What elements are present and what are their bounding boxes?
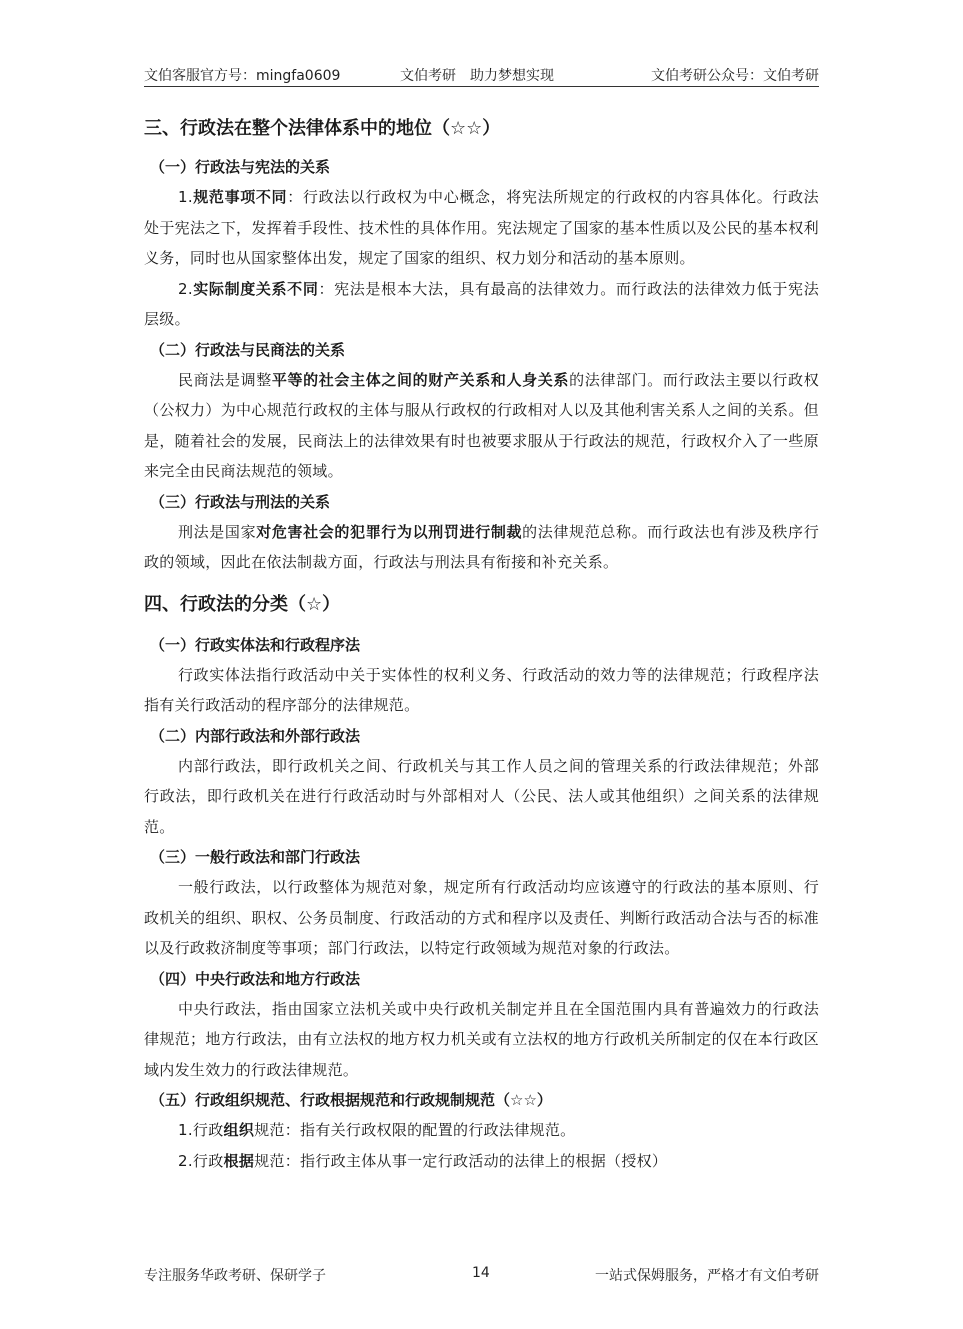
section-4-3-title: （三）一般行政法和部门行政法 [150,848,361,866]
section-4-3-paragraph: 一般行政法，以行政整体为规范对象，规定所有行政活动均应该遵守的行政法的基本原则、行政机关的组织、职权、公务员制度、行政活动的方式和程序以及责任、判断行政活动合法与否的标准以及行政救济制度等事项；部门行政法，以特定行政领域为规范对象的行政法。 [144,878,819,957]
bold-term: 实际制度关系不同 [192,279,319,298]
section-4-1-title: （一）行政实体法和行政程序法 [150,635,361,654]
section-4-5-paragraph-2: 2.行政根据规范：指行政主体从事一定行政活动的法律上的根据（授权） [178,1151,668,1170]
section-4-4-title: （四）中央行政法和地方行政法 [150,969,361,988]
page-number: 14 [472,1265,490,1281]
section-3-3-title: （三）行政法与刑法的关系 [150,492,331,511]
bold-term: 组织 [223,1121,255,1139]
section-3-1-paragraph-2: 2.实际制度关系不同：宪法是根本大法，具有最高的法律效力。而行政法的法律效力低于宪法层级。 [144,279,820,328]
footer-slogan: 一站式保姆服务，严格才有文伯考研 [595,1268,819,1284]
section-3-2-title: （二）行政法与民商法的关系 [150,340,346,359]
bold-term: 平等的社会主体之间的财产关系和人身关系 [271,370,570,389]
section-4-5-title: （五）行政组织规范、行政根据规范和行政规制规范（☆☆） [150,1091,552,1109]
section-4-1-paragraph: 行政实体法指行政活动中关于实体性的权利义务、行政活动的效力等的法律规范；行政程序法指有关行政活动的程序部分的法律规范。 [144,665,819,714]
header-service-account: 文伯客服官方号：mingfa0609 [144,68,341,84]
section-3-2-paragraph: 民商法是调整平等的社会主体之间的财产关系和人身关系的法律部门。而行政法主要以行政权（公权力）为中心规范行政权的主体与服从行政权的行政相对人以及其他利害关系人之间的关系。但是，随着社会的发展，民商法上的法律效果有时也被要求服从于行政法的规范，行政权介入了一些原来完全由民商法规范的领域。 [144,370,819,480]
section-4-title: 四、行政法的分类（☆） [144,593,341,615]
bold-term: 规范事项不同 [192,188,288,206]
section-4-2-paragraph: 内部行政法，即行政机关之间、行政机关与其工作人员之间的管理关系的行政法律规范；外部行政法，即行政机关在进行行政活动时与外部相对人（公民、法人或其他组织）之间关系的法律规范。 [144,756,819,836]
header-slogan: 文伯考研 助力梦想实现 [400,68,554,84]
section-4-5-paragraph-1: 1.行政组织规范：指有关行政权限的配置的行政法律规范。 [178,1121,576,1139]
section-3-1-title: （一）行政法与宪法的关系 [150,158,331,176]
header-public-account: 文伯考研公众号：文伯考研 [651,68,819,84]
section-4-2-title: （二）内部行政法和外部行政法 [150,726,361,745]
page-footer [144,1265,819,1287]
section-3-1-paragraph-1: 1.规范事项不同：行政法以行政权为中心概念，将宪法所规定的行政权的内容具体化。行政法处于宪法之下，发挥着手段性、技术性的具体作用。宪法规定了国家的基本性质以及公民的基本权利义务，同时也从国家整体出发，规定了国家的组织、权力划分和活动的基本原则。 [144,188,819,267]
page-content [144,112,819,1176]
footer-tagline: 专注服务华政考研、保研学子 [144,1268,326,1284]
bold-term: 对危害社会的犯罪行为以刑罚进行制裁 [256,522,523,541]
bold-term: 根据 [223,1151,255,1170]
section-4-4-paragraph: 中央行政法，指由国家立法机关或中央行政机关制定并且在全国范围内具有普遍效力的行政法律规范；地方行政法，由有立法权的地方权力机关或有立法权的地方行政机关所制定的仅在本行政区域内发生效力的行政法律规范。 [144,999,819,1079]
section-3-title: 三、行政法在整个法律体系中的地位（☆☆） [144,118,501,139]
page-header [144,62,819,87]
section-3-3-paragraph: 刑法是国家对危害社会的犯罪行为以刑罚进行制裁的法律规范总称。而行政法也有涉及秩序行政的领域，因此在依法制裁方面，行政法与刑法具有衔接和补充关系。 [144,522,819,571]
